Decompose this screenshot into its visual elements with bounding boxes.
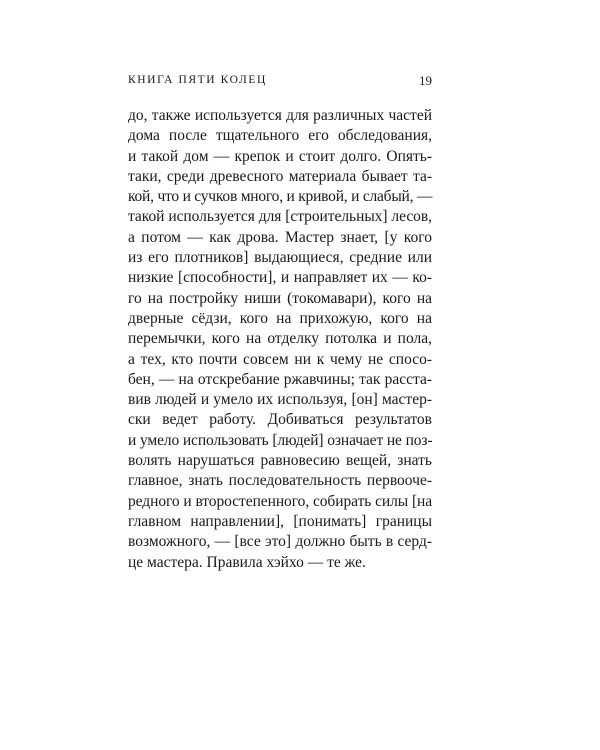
- text-line: и такой дом — крепок и стоит долго. Опять-: [128, 147, 432, 165]
- text-line: перемычки, кого на отделку потолка и пола,: [128, 330, 432, 348]
- body-paragraph: [128, 106, 432, 573]
- text-line: из его плотников] выдающиеся, средние или: [128, 249, 432, 267]
- text-line: главное, знать последовательность первооче-: [128, 472, 432, 490]
- text-line: дверные сёдзи, кого на прихожую, кого на: [128, 309, 432, 327]
- text-line: волять нарушаться равновесию вещей, знать: [128, 452, 432, 470]
- text-line: низкие [способности], и направляет их — ко-: [128, 269, 432, 287]
- text-line: главном направлении], [понимать] границы: [128, 512, 432, 530]
- running-head: [128, 74, 432, 92]
- text-line: такой используется для [строительных] лесов,: [128, 208, 432, 226]
- text-line: го на постройку ниши (токомавари), кого на: [128, 289, 432, 307]
- text-line: це мастера. Правила хэйхо — те же.: [128, 553, 366, 571]
- text-line: кой, что и сучков много, и кривой, и слабый, —: [128, 188, 433, 206]
- text-line: дома после тщательного его обследования,: [128, 127, 432, 145]
- text-line: таки, среди древесного материала бывает та-: [128, 167, 432, 185]
- text-line: и умело использовать [людей] означает не поз-: [128, 431, 433, 449]
- text-line: вив людей и умело их используя, [он] мастер-: [128, 391, 432, 409]
- text-line: а потом — как дрова. Мастер знает, [у кого: [128, 228, 432, 246]
- text-line: бен, — на отскребание ржавчины; так расста-: [128, 370, 432, 388]
- text-line: а тех, кто почти совсем ни к чему не спосо-: [128, 350, 432, 368]
- text-line: редного и второстепенного, собирать силы [на: [128, 492, 433, 510]
- page-number: 19: [419, 73, 432, 88]
- text-line: до, также используется для различных частей: [128, 107, 432, 124]
- book-title: КНИГА ПЯТИ КОЛЕЦ: [128, 74, 267, 86]
- text-line: возможного, — [все это] должно быть в серд-: [128, 533, 432, 551]
- text-line: ски ведет работу. Добиваться результатов: [128, 411, 432, 429]
